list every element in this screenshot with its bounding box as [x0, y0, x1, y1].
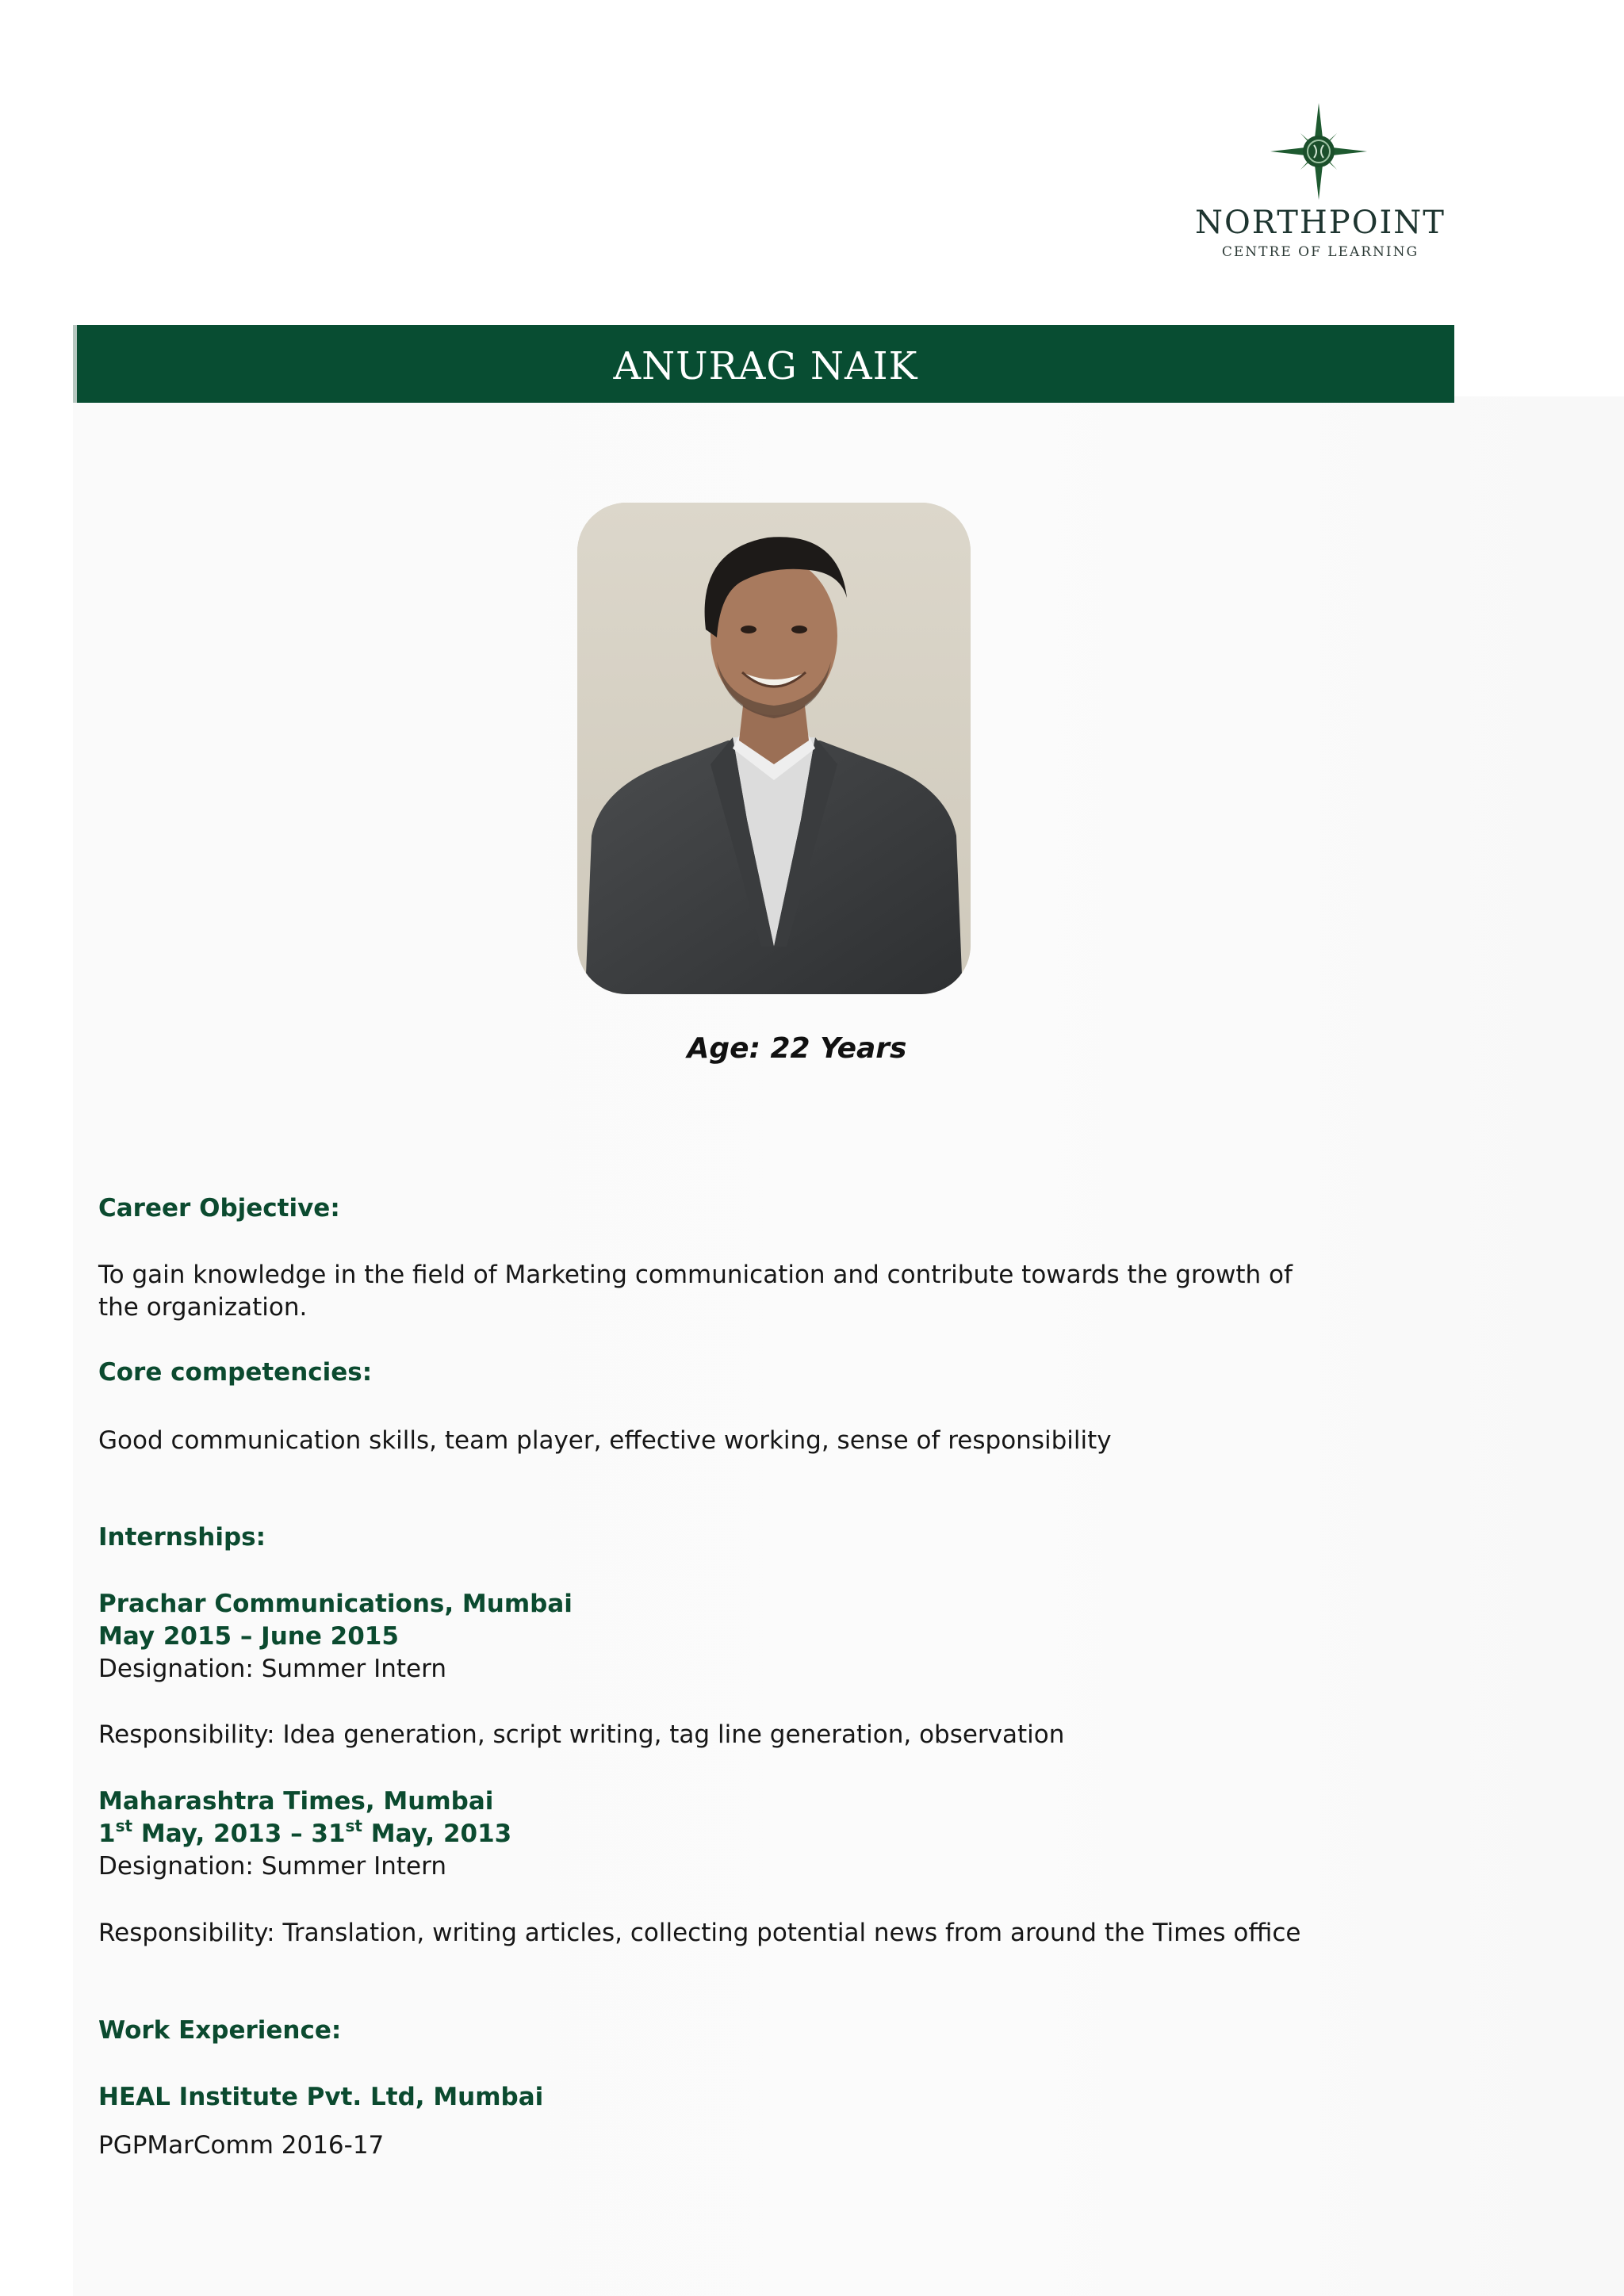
- candidate-name: ANURAG NAIK: [613, 344, 918, 388]
- program-name: PGPMarComm 2016-17: [98, 2131, 385, 2160]
- period-start-day: 1: [98, 1820, 116, 1848]
- internship-2-period: [98, 1818, 511, 1850]
- compass-star-icon: [1269, 101, 1369, 201]
- internship-1-period: May 2015 – June 2015: [98, 1622, 399, 1651]
- internship-2-designation: Designation: Summer Intern: [98, 1852, 446, 1881]
- period-end-suffix: st: [345, 1816, 362, 1835]
- name-banner: [73, 325, 1454, 403]
- logo-title: NORTHPOINT: [1195, 205, 1446, 241]
- career-objective-heading: Career Objective:: [98, 1194, 340, 1223]
- core-competencies-heading: Core competencies:: [98, 1358, 373, 1387]
- period-end: May, 2013: [362, 1820, 512, 1848]
- logo-subtitle: CENTRE OF LEARNING: [1221, 244, 1419, 260]
- career-objective-text: To gain knowledge in the field of Marketing communication and contribute towards the growth of the organization.: [98, 1261, 1293, 1322]
- internship-2-responsibility: Responsibility: Translation, writing articles, collecting potential news from around the Times office: [98, 1919, 1301, 1947]
- work-experience-heading: Work Experience:: [98, 2016, 342, 2045]
- profile-photo-illustration: [577, 503, 971, 994]
- candidate-age: Age: 22 Years: [687, 1032, 907, 1065]
- core-competencies-text: Good communication skills, team player, effective working, sense of responsibility: [98, 1426, 1112, 1455]
- internship-2-company: Maharashtra Times, Mumbai: [98, 1787, 494, 1816]
- internship-1-designation: Designation: Summer Intern: [98, 1655, 446, 1683]
- period-middle: May, 2013 – 31: [132, 1820, 346, 1848]
- northpoint-logo: [1182, 101, 1459, 268]
- internship-1-responsibility: Responsibility: Idea generation, script writing, tag line generation, observation: [98, 1720, 1065, 1749]
- internship-1-company: Prachar Communications, Mumbai: [98, 1590, 573, 1618]
- period-start-suffix: st: [115, 1816, 133, 1835]
- work-experience-company: HEAL Institute Pvt. Ltd, Mumbai: [98, 2083, 544, 2111]
- internships-heading: Internships:: [98, 1523, 266, 1552]
- profile-photo: [577, 503, 971, 994]
